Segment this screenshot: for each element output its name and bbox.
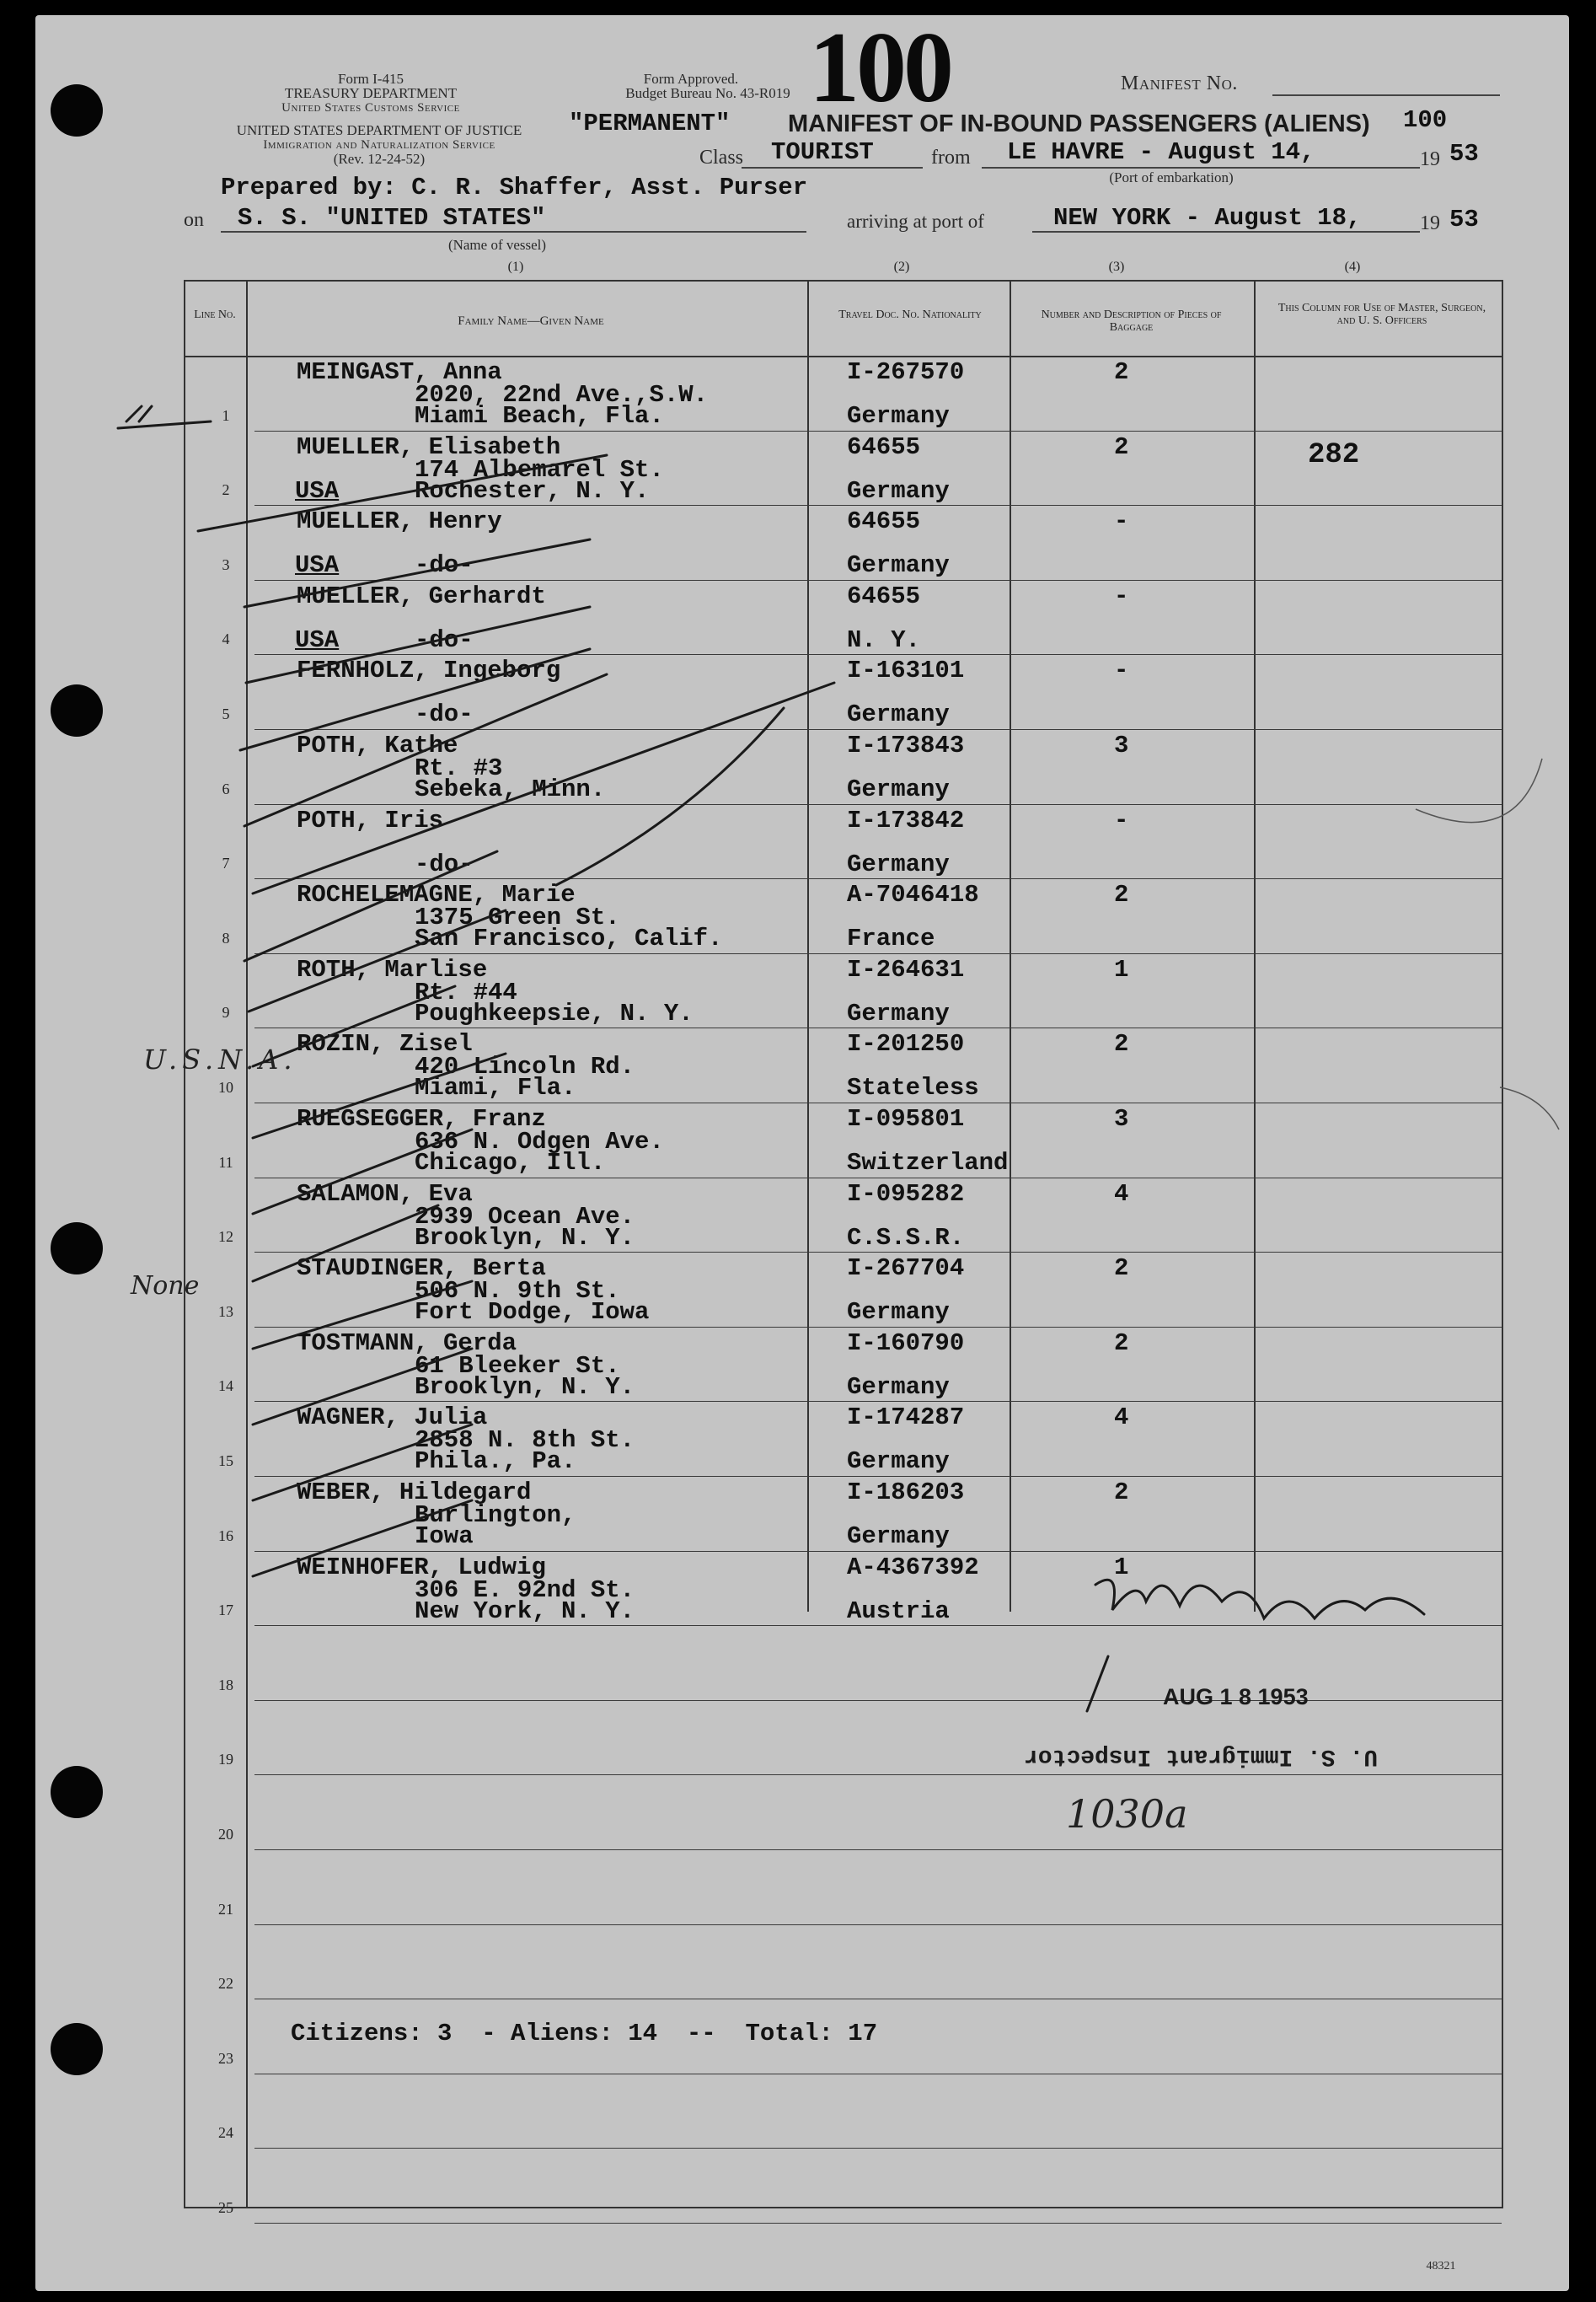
travel-doc-number: I-160790 (847, 1329, 965, 1357)
permanent-label: "PERMANENT" (569, 110, 731, 137)
passenger-address-1: Burlington, (415, 1501, 576, 1529)
travel-doc-number: I-267570 (847, 358, 965, 386)
passenger-address-2: New York, N. Y. (415, 1597, 635, 1625)
baggage-count: 2 (1114, 1478, 1129, 1506)
passenger-address-1: 506 N. 9th St. (415, 1277, 620, 1305)
manifest-stamp-number: 100 (809, 11, 951, 123)
line-number: 13 (218, 1303, 233, 1320)
year-prefix-2: 19 (1420, 212, 1440, 234)
inspector-stamp: U. S. Immigrant Inspector (1024, 1743, 1379, 1769)
passenger-address-2: Miami Beach, Fla. (415, 402, 664, 430)
passenger-name: RUEGSEGGER, Franz (297, 1105, 546, 1133)
nationality: Germany (847, 402, 950, 430)
passenger-address-2: Brooklyn, N. Y. (415, 1373, 635, 1401)
arriving-label: arriving at port of (847, 211, 984, 232)
baggage-count: 2 (1114, 433, 1129, 461)
nationality: Germany (847, 477, 950, 505)
travel-doc-number: A-4367392 (847, 1553, 979, 1581)
vessel-caption: (Name of vessel) (447, 237, 547, 253)
passenger-address-2: Rochester, N. Y. (415, 477, 650, 505)
passenger-name: ROTH, Marlise (297, 956, 488, 984)
baggage-count: 1 (1114, 956, 1129, 984)
passenger-name: ROZIN, Zisel (297, 1030, 473, 1058)
passenger-name: FERNHOLZ, Ingeborg (297, 657, 561, 684)
baggage-count: - (1114, 807, 1129, 834)
nationality: Germany (847, 1447, 950, 1475)
passenger-address-2: San Francisco, Calif. (415, 925, 723, 952)
passenger-address-2: Sebeka, Minn. (415, 775, 606, 803)
passenger-name: WEINHOFER, Ludwig (297, 1553, 546, 1581)
travel-doc-number: A-7046418 (847, 881, 979, 909)
treasury-dept: TREASURY DEPARTMENT (284, 85, 458, 101)
ins-service: Immigration and Naturalization Service (263, 138, 495, 152)
passenger-address-1: 174 Albemarel St. (415, 456, 664, 484)
totals-line: Citizens: 3 - Aliens: 14 -- Total: 17 (291, 2020, 878, 2047)
handwritten-code: 1030a (1066, 1791, 1188, 1837)
col-num-2: (2) (893, 260, 910, 274)
nationality: Germany (847, 1298, 950, 1326)
line-number: 7 (222, 855, 230, 872)
line-number: 8 (222, 930, 230, 947)
year-2: 53 (1449, 206, 1479, 233)
passenger-address-2: -do- (415, 626, 474, 654)
line-number: 16 (218, 1527, 233, 1544)
passenger-name: SALAMON, Eva (297, 1180, 473, 1208)
passenger-address-2: -do- (415, 551, 474, 579)
passenger-name: MEINGAST, Anna (297, 358, 502, 386)
travel-doc-number: I-264631 (847, 956, 965, 984)
line-number: 24 (218, 2124, 233, 2141)
class-label: Class (699, 147, 744, 169)
passenger-address-2: -do- (415, 851, 474, 878)
manifest-title: MANIFEST OF IN-BOUND PASSENGERS (ALIENS) (788, 110, 1370, 137)
passenger-address-2: Miami, Fla. (415, 1074, 576, 1102)
col-header-officers: This Column for Use of Master, Surgeon, and U. S. Officers (1277, 302, 1486, 327)
baggage-count: - (1114, 507, 1129, 535)
line-number: 2 (222, 481, 230, 498)
passenger-name: ROCHELEMAGNE, Marie (297, 881, 576, 909)
port-embark-caption: (Port of embarkation) (1109, 169, 1234, 185)
baggage-count: 2 (1114, 1254, 1129, 1282)
line-number: 23 (218, 2050, 233, 2067)
line-number: 6 (222, 781, 230, 797)
baggage-count: - (1114, 657, 1129, 684)
baggage-count: 2 (1114, 1329, 1129, 1357)
baggage-count: 2 (1114, 358, 1129, 386)
nationality: Germany (847, 1373, 950, 1401)
year-1: 53 (1449, 140, 1479, 168)
citizen-mark: USA (295, 477, 340, 505)
baggage-count: 1 (1114, 1553, 1129, 1581)
travel-doc-number: I-186203 (847, 1478, 965, 1506)
prepared-by: Prepared by: C. R. Shaffer, Asst. Purser (221, 174, 808, 201)
nationality: C.S.S.R. (847, 1224, 965, 1252)
on-label: on (184, 209, 204, 231)
baggage-count: 4 (1114, 1403, 1129, 1431)
nationality: Germany (847, 1522, 950, 1550)
nationality: Germany (847, 1000, 950, 1028)
baggage-count: 2 (1114, 881, 1129, 909)
travel-doc-number: I-267704 (847, 1254, 965, 1282)
form-approved: Form Approved. (643, 71, 739, 87)
line-number: 21 (218, 1901, 233, 1918)
baggage-count: 4 (1114, 1180, 1129, 1208)
baggage-count: 3 (1114, 1105, 1129, 1133)
line-number: 20 (218, 1826, 233, 1843)
baggage-count: 2 (1114, 1030, 1129, 1058)
baggage-count: - (1114, 582, 1129, 610)
col-header-name: Family Name—Given Name (458, 314, 604, 328)
budget-bureau: Budget Bureau No. 43-R019 (625, 85, 790, 101)
passenger-address-1: 306 E. 92nd St. (415, 1576, 635, 1604)
manifest-no: 100 (1403, 106, 1448, 134)
col-header-travel-doc: Travel Doc. No. Nationality (838, 309, 982, 321)
col-num-4: (4) (1344, 260, 1361, 274)
passenger-address-1: 1375 Green St. (415, 904, 620, 931)
passenger-address-2: Fort Dodge, Iowa (415, 1298, 650, 1326)
col-num-1: (1) (507, 260, 524, 274)
footer-code: 48321 (1426, 2260, 1456, 2272)
vessel-name: S. S. "UNITED STATES" (238, 204, 546, 232)
line-number: 3 (222, 556, 230, 573)
baggage-count: 3 (1114, 732, 1129, 759)
line-number: 4 (222, 631, 230, 647)
travel-doc-number: I-173843 (847, 732, 965, 759)
col-num-3: (3) (1108, 260, 1125, 274)
travel-doc-number: I-163101 (847, 657, 965, 684)
passenger-address-2: Chicago, Ill. (415, 1149, 606, 1177)
citizen-mark: USA (295, 626, 340, 654)
travel-doc-number: I-201250 (847, 1030, 965, 1058)
passenger-address-2: Brooklyn, N. Y. (415, 1224, 635, 1252)
travel-doc-number: 64655 (847, 433, 921, 461)
passenger-name: STAUDINGER, Berta (297, 1254, 546, 1282)
nationality: France (847, 925, 935, 952)
passenger-address-2: Phila., Pa. (415, 1447, 576, 1475)
line-number: 14 (218, 1377, 233, 1394)
passenger-name: POTH, Iris (297, 807, 444, 834)
passenger-address-2: Iowa (415, 1522, 474, 1550)
passenger-name: MUELLER, Elisabeth (297, 433, 561, 461)
class-value: TOURIST (771, 138, 874, 166)
line-number: 17 (218, 1602, 233, 1618)
travel-doc-number: I-095282 (847, 1180, 965, 1208)
nationality: Switzerland (847, 1149, 1009, 1177)
travel-doc-number: I-173842 (847, 807, 965, 834)
passenger-address-1: 2020, 22nd Ave.,S.W. (415, 381, 709, 409)
passenger-name: MUELLER, Henry (297, 507, 502, 535)
line-number: 22 (218, 1975, 233, 1992)
year-prefix: 19 (1420, 148, 1440, 170)
passenger-address-2: -do- (415, 700, 474, 728)
line-number: 9 (222, 1004, 230, 1021)
line-number: 15 (218, 1452, 233, 1469)
citizen-mark: USA (295, 551, 340, 579)
passenger-address-1: 2939 Ocean Ave. (415, 1203, 635, 1231)
passenger-name: WEBER, Hildegard (297, 1478, 532, 1506)
form-number: Form I-415 (338, 71, 404, 87)
date-stamp: AUG 1 8 1953 (1163, 1684, 1309, 1709)
travel-doc-number: 64655 (847, 507, 921, 535)
officer-note: 282 (1308, 439, 1360, 471)
travel-doc-number: 64655 (847, 582, 921, 610)
nationality: Stateless (847, 1074, 979, 1102)
nationality: Germany (847, 775, 950, 803)
line-number: 18 (218, 1677, 233, 1693)
passenger-address-1: Rt. #3 (415, 754, 503, 782)
line-number: 5 (222, 706, 230, 722)
passenger-name: POTH, Kathe (297, 732, 458, 759)
from-label: from (931, 147, 971, 169)
passenger-address-1: 420 Lincoln Rd. (415, 1053, 635, 1081)
customs-service: United States Customs Service (281, 101, 460, 115)
travel-doc-number: I-095801 (847, 1105, 965, 1133)
line-number: 12 (218, 1228, 233, 1245)
nationality: N. Y. (847, 626, 921, 654)
passenger-address-1: Rt. #44 (415, 979, 517, 1006)
travel-doc-number: I-174287 (847, 1403, 965, 1431)
margin-note-usna: U.S.N.A. (143, 1044, 297, 1076)
revision: (Rev. 12-24-52) (333, 151, 426, 167)
passenger-address-1: 636 N. Odgen Ave. (415, 1128, 664, 1156)
col-header-baggage: Number and Description of Pieces of Baggage (1041, 309, 1222, 334)
passenger-name: MUELLER, Gerhardt (297, 582, 546, 610)
passenger-address-2: Poughkeepsie, N. Y. (415, 1000, 694, 1028)
from-value: LE HAVRE - August 14, (1007, 138, 1315, 166)
passenger-address-1: 61 Bleeker St. (415, 1352, 620, 1380)
justice-dept: UNITED STATES DEPARTMENT OF JUSTICE (236, 122, 522, 138)
passenger-name: TOSTMANN, Gerda (297, 1329, 517, 1357)
nationality: Germany (847, 551, 950, 579)
line-number: 19 (218, 1751, 233, 1768)
nationality: Austria (847, 1597, 950, 1625)
passenger-address-1: 2858 N. 8th St. (415, 1426, 635, 1454)
passenger-name: WAGNER, Julia (297, 1403, 488, 1431)
col-header-line-no: Line No. (194, 309, 236, 321)
line-number: 10 (218, 1079, 233, 1096)
line-number: 11 (218, 1154, 233, 1171)
line-number: 1 (222, 407, 230, 424)
margin-note-none: None (131, 1271, 200, 1301)
manifest-no-label: Manifest No. (1121, 72, 1238, 94)
nationality: Germany (847, 700, 950, 728)
nationality: Germany (847, 851, 950, 878)
line-number: 25 (218, 2199, 233, 2216)
arrival-value: NEW YORK - August 18, (1053, 204, 1362, 232)
